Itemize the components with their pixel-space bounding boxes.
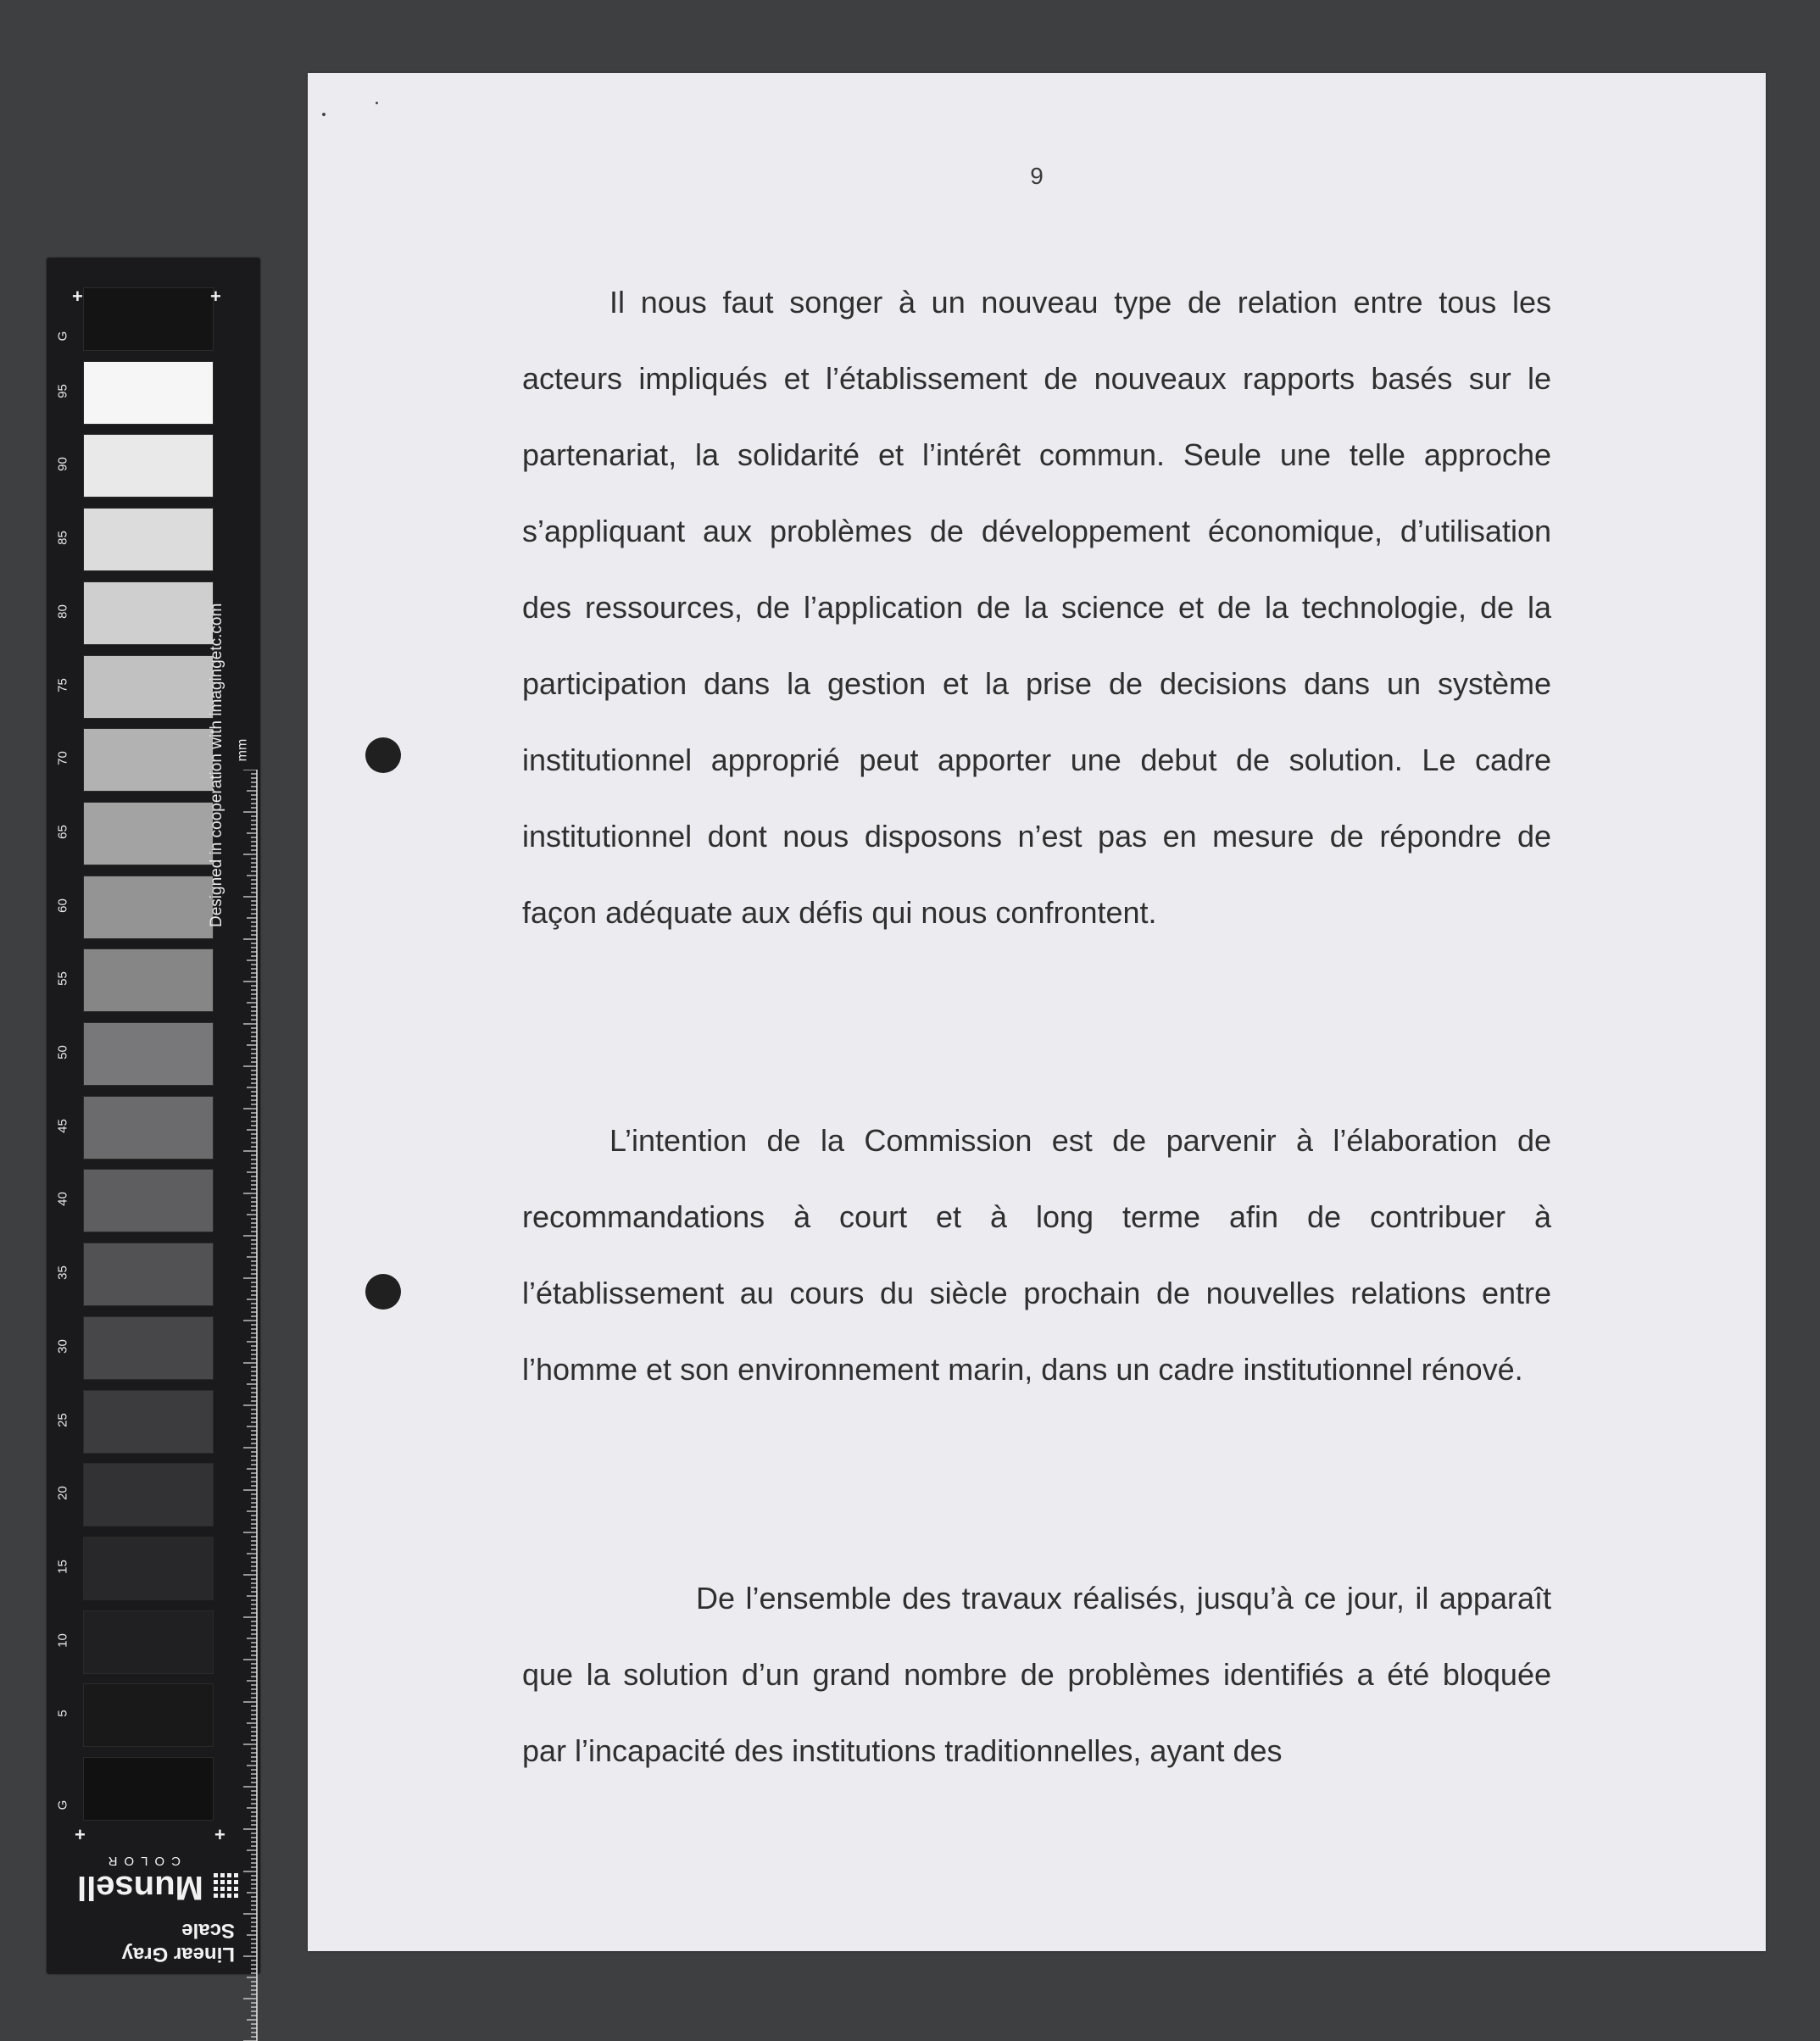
document-page (308, 73, 1766, 1951)
paper-speck (376, 102, 378, 104)
punch-hole-bottom (365, 1274, 401, 1310)
scale-label: 25 (55, 1412, 70, 1427)
gray-patch (83, 508, 214, 571)
scale-label: 30 (55, 1338, 70, 1354)
scale-label: 20 (55, 1486, 70, 1501)
scale-label: 50 (55, 1045, 70, 1059)
registration-mark-top-right: + (210, 286, 221, 307)
ruler-unit-label: mm (235, 738, 250, 762)
gray-patch (83, 434, 214, 498)
gray-patch (83, 287, 214, 351)
gray-patch (83, 1243, 214, 1306)
punch-hole-top (365, 737, 401, 773)
munsell-color-label: COLOR (101, 1854, 181, 1868)
scale-label-bottom-g: G (55, 1799, 70, 1810)
page-number: 9 (1030, 163, 1044, 189)
scale-label: 70 (55, 751, 70, 766)
gray-patch (83, 728, 214, 792)
gray-patch (83, 1022, 214, 1086)
munsell-brand: Munsell (77, 1869, 203, 1906)
strip-credit-text: Designed in cooperation with imagingetc.com (208, 603, 225, 927)
gray-patch (83, 1683, 214, 1747)
scale-label: 90 (55, 457, 70, 472)
scale-label: 45 (55, 1118, 70, 1133)
gray-patch (83, 1390, 214, 1454)
registration-mark-top-left: + (72, 286, 83, 307)
scale-label: 80 (55, 603, 70, 619)
paragraph-1: Il nous faut songer à un nouveau type de relation entre tous les acteurs impliqués et l’établissement de nouveaux rapports basés sur le partenariat, la solidarité et l’intérêt commun. Seule une telle approche s’appliquant aux problèmes de développement économique, d’utilisation des ressources, de l’application de la science et de la technologie, de la participation dans la gestion et la prise de decisions dans un système institutionnel approprié peut apporter une debut de solution. Le cadre institutionnel dont nous disposons n’est pas en mesure de répondre de façon adéquate aux défis qui nous confrontent. (522, 285, 1551, 930)
gray-patch (83, 1537, 214, 1600)
scale-label: 85 (55, 531, 70, 545)
munsell-logo-block (77, 1855, 238, 1966)
gray-patch (83, 655, 214, 719)
gray-patch (83, 1757, 214, 1821)
scale-label: 10 (55, 1632, 70, 1648)
scale-label: 55 (55, 971, 70, 987)
scale-label: 35 (55, 1265, 70, 1280)
gray-patch (83, 1610, 214, 1674)
paragraph-2: L’intention de la Commission est de parvenir à l’élaboration de recommandations à court et à long terme afin de contribuer à l’établissement au cours du siècle prochain de nouvelles relations entre l’homme et son environnement marin, dans un cadre institutionnel rénové. (522, 1123, 1551, 1387)
scale-label: 65 (55, 825, 70, 839)
scale-label: 5 (55, 1710, 70, 1717)
gray-patch (83, 948, 214, 1012)
gray-patch (83, 876, 214, 939)
gray-scale-title: Linear Gray Scale (121, 1919, 235, 1966)
scale-label: 60 (55, 898, 70, 913)
registration-mark-bottom-right: + (214, 1824, 225, 1845)
gray-patch (83, 802, 214, 865)
munsell-logo-icon (212, 1874, 238, 1901)
gray-patch (83, 581, 214, 645)
scale-label-top-g: G (55, 331, 70, 342)
scale-label: 15 (55, 1560, 70, 1574)
scale-label: 75 (55, 677, 70, 692)
paragraph-3: De l’ensemble des travaux réalisés, jusqu’à ce jour, il apparaît que la solution d’un grand nombre de problèmes identifiés a été bloquée par l’incapacité des institutions traditionnelles, ayant des (522, 1581, 1551, 1768)
scale-label: 40 (55, 1192, 70, 1207)
gray-patch (83, 361, 214, 425)
gray-patch (83, 1169, 214, 1232)
registration-mark-bottom-left: + (75, 1824, 86, 1845)
mm-ruler (240, 770, 259, 2041)
gray-patch (83, 1463, 214, 1527)
gray-scale-strip (47, 258, 260, 1974)
paper-speck (322, 113, 326, 116)
gray-patch (83, 1316, 214, 1380)
scale-label: 95 (55, 383, 70, 398)
gray-patch (83, 1096, 214, 1160)
